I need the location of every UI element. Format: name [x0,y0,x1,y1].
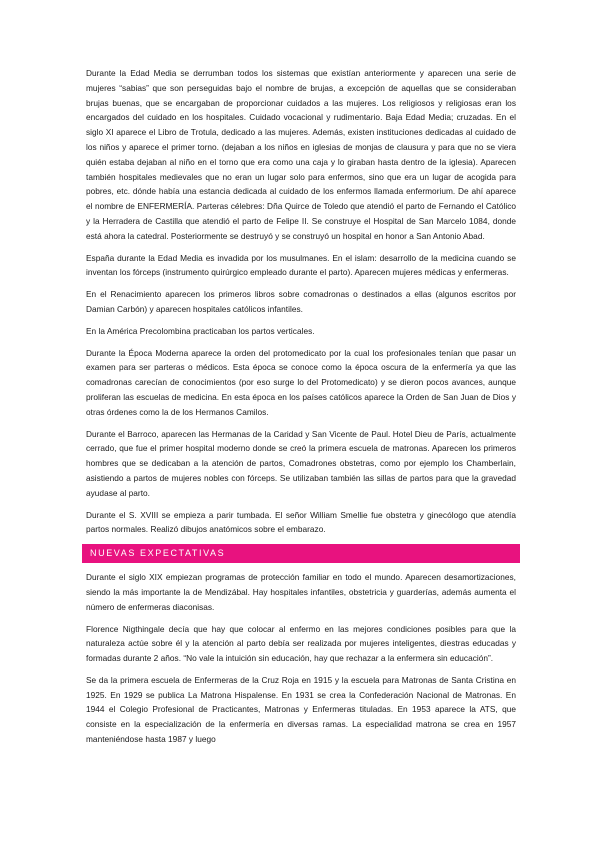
paragraph-edad-media: Durante la Edad Media se derrumban todos los sistemas que existían anteriormente y aparecen una serie de mujeres “sabias” que son perseguidas bajo el nombre de brujas, a excepción de aquellas que se consideraban brujas buenas, que se encargaban de proporcionar cuidados a las mujeres. Los religiosos y religiosas eran los encargados del cuidado en los hospitales. Cuidado vocacional y rudimentario. Baja Edad Media; cruzadas. En el siglo XI aparece el Libro de Trotula, dedicado a las mujeres. Además, existen instituciones dedicadas al cuidado de los niños y aparece el primer torno. (dejaban a los niños en iglesias de monjas de clausura y para que no se viera quién estaba dejaban al niño en el torno que era como una caja y lo giraban hasta dentro de la iglesia). Aparecen también hospitales medievales que no eran un lugar solo para enfermos, sino que era un lugar de acogida para pobres, etc. dónde había una estancia dedicada al cuidado de los enfermos llamada enfermorium. De ahí aparece el nombre de ENFERMERÍA. Parteras célebres: Dña Quirce de Toledo que atendió el parto de Fernando el Católico y la Herradera de Castilla que atendió el parto de Felipe II. Se construye el Hospital de San Marcelo 1084, donde está ahora la catedral. Posteriormente se destruyó y se construyó un hospital en honor a San Antonio Abad. [86,68,516,241]
paragraph-siglo-xix: Durante el siglo XIX empiezan programas de protección familiar en todo el mundo. Aparecen desamortizaciones, siendo la más importante la de Mendizábal. Hay hospitales infantiles, obstetricia y guarderías, además aumenta el número de enfermeras diaconisas. [86,572,516,612]
paragraph-epoca-moderna: Durante la Época Moderna aparece la orden del protomedicato por la cual los profesionales tenían que pasar un examen para ser parteras o médicos. Esta época se conoce como la época oscura de la enfermería ya que las comadronas carecían de conocimientos (por eso surge lo del Protomedicato) y se dieron pocos avances, aunque proliferan las escuelas de medicina. En esta época en los países católicos aparece la Orden de San Juan de Dios y otras órdenes como la de los Hermanos Camilos. [86,347,516,417]
paragraph-escuelas-enfermeras: Se da la primera escuela de Enfermeras de la Cruz Roja en 1915 y la escuela para Matronas de Santa Cristina en 1925. En 1929 se publica La Matrona Hispalense. En 1931 se crea la Confederación Nacional de Matronas. En 1944 el Colegio Profesional de Practicantes, Matronas y Enfermeras tituladas. En 1953 aparece la ATS, que consiste en la especialización de la enfermería en diversas ramas. La especialidad matrona se crea en 1957 manteniéndose hasta 1987 y luego [86,674,516,745]
paragraph-islam: España durante la Edad Media es invadida por los musulmanes. En el islam: desarrollo de la medicina cuando se inventan los fórceps (instrumento quirúrgico empleado durante el parto). Aparecen mujeres médicas y enfermeras. [86,252,516,278]
paragraph-siglo-xviii: Durante el S. XVIII se empieza a parir tumbada. El señor William Smellie fue obstetra y ginecólogo que atendía partos normales. Realizó dibujos anatómicos sobre el embarazo. [86,509,516,535]
document-body [86,66,516,754]
paragraph-america-precolombina: En la América Precolombina practicaban los partos verticales. [86,325,315,336]
paragraph-barroco: Durante el Barroco, aparecen las Hermanas de la Caridad y San Vicente de Paul. Hotel Dieu de París, actualmente cerrado, que fue el primer hospital moderno donde se creó la primera escuela de matronas. Aparecen los primeros hombres que se dedicaban a la atención de partos, Comadrones obstetras, como por ejemplo los Chamberlain, asistiendo a partos de mujeres nobles con fórceps. Se utilizaban también las sillas de partos para que la gravedad ayudase al parto. [86,428,516,498]
paragraph-florence-nightingale: Florence Nigthingale decía que hay que colocar al enfermo en las mejores condiciones posibles para que la naturaleza actúe sobre él y la atención al parto debía ser realizada por mujeres inteligentes, diestras educadas y formadas durante 2 años. “No vale la intuición sin educación, hay que rechazar a la enfermera sin educación”. [86,623,516,664]
paragraph-renacimiento: En el Renacimiento aparecen los primeros libros sobre comadronas o destinados a ellas (algunos escritos por Damian Carbón) y aparecen hospitales católicos infantiles. [86,289,516,314]
section-header-nuevas-expectativas: NUEVAS EXPECTATIVAS [82,544,520,563]
